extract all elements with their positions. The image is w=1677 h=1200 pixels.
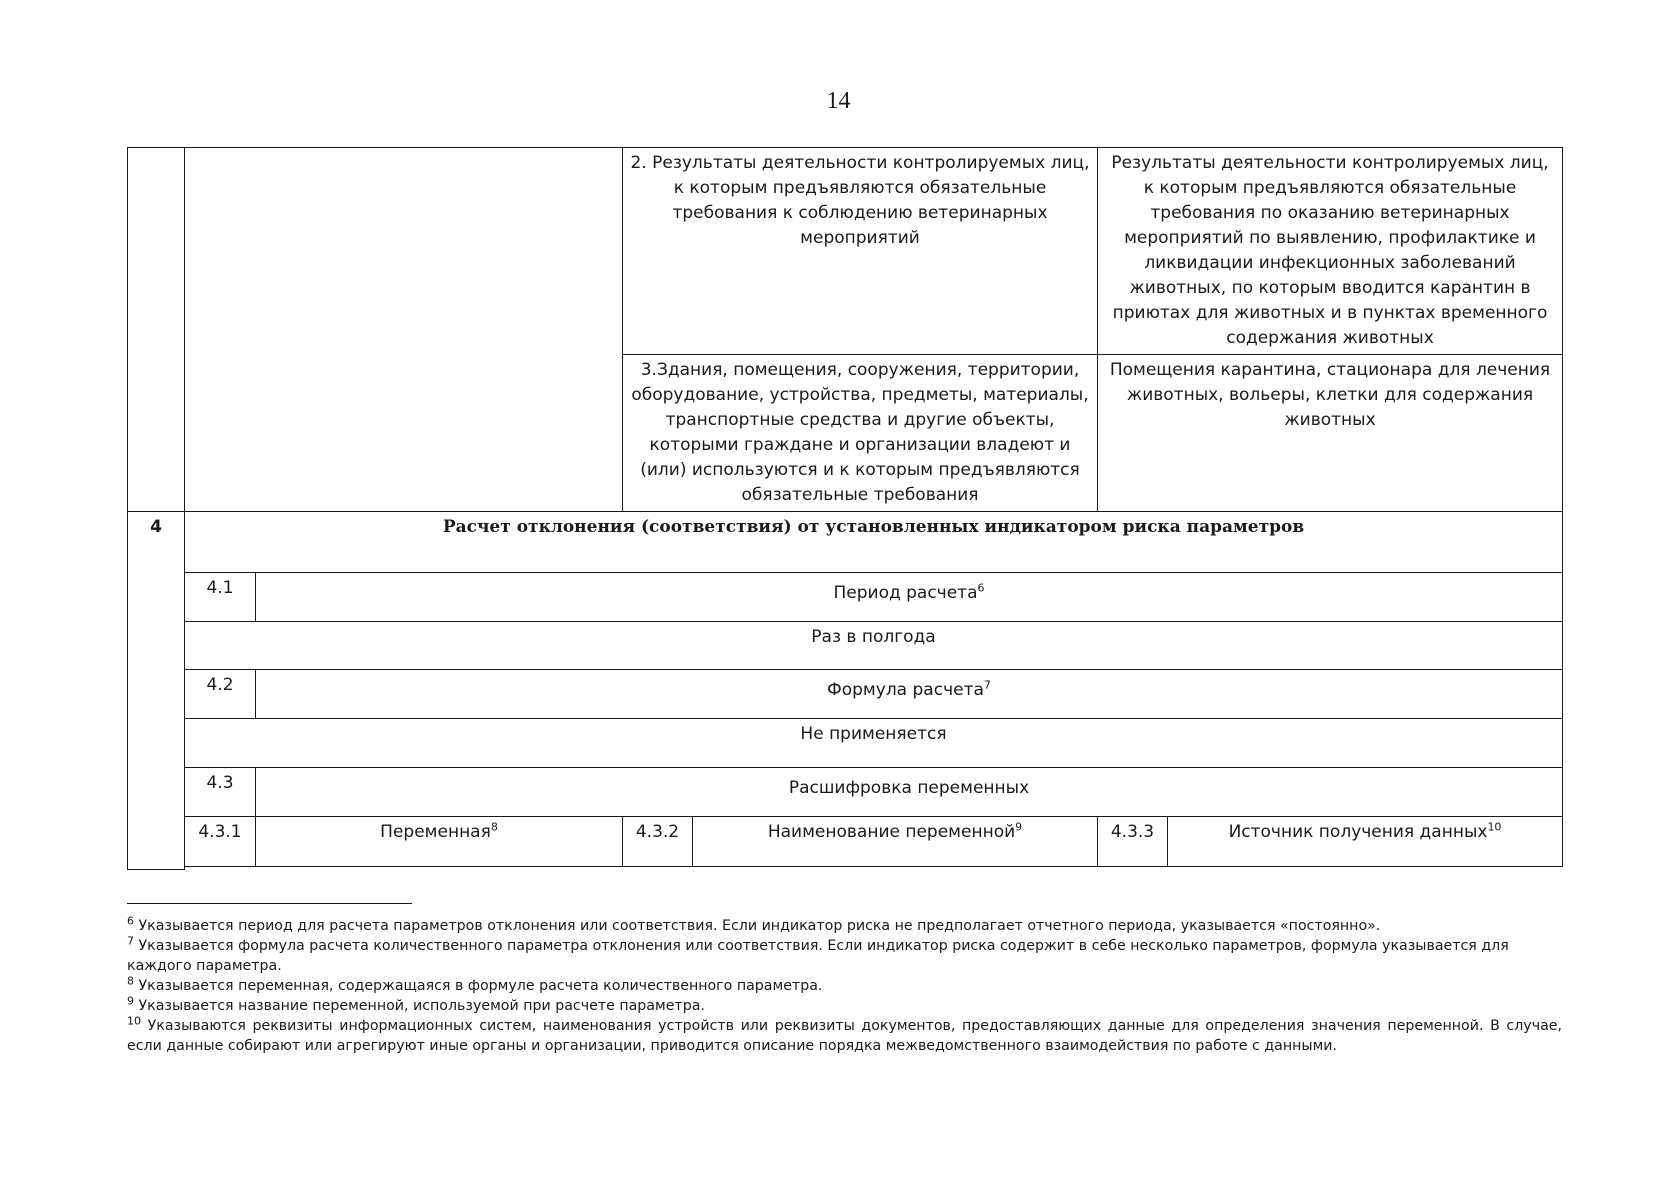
footnote: [127, 1016, 1562, 1056]
table-row: [128, 768, 1563, 817]
period-code: 4.1: [185, 573, 256, 622]
footnote-text: Указывается название переменной, используемой при расчете параметра.: [138, 998, 705, 1014]
description-cell: [1098, 148, 1563, 355]
table-row: [128, 148, 1563, 355]
empty-indicator-cell: [185, 148, 623, 512]
formula-label: Формула расчета: [827, 680, 984, 700]
footnote: [127, 996, 1562, 1016]
description-text: Помещения карантина, стационара для лечения животных, вольеры, клетки для содержания животных: [1109, 360, 1551, 430]
indicator-table: [127, 147, 1563, 870]
footnote: [127, 936, 1562, 976]
table-row: [128, 573, 1563, 622]
footnote-ref: 10: [1487, 820, 1502, 834]
variable-label-cell: [256, 817, 623, 867]
table-row-bottom: [128, 867, 1563, 870]
object-text: 3.Здания, помещения, сооружения, территории, оборудование, устройства, предметы, материалы, транспортные средства и другие объекты, которыми граждане и организации владеют и (или) используются и к которым предъявляются обязательные требования: [631, 360, 1089, 505]
footnote-mark: 8: [127, 974, 134, 988]
table-row: [128, 719, 1563, 768]
variable-code: 4.3.1: [185, 817, 256, 867]
page-number: 14: [826, 88, 851, 114]
period-label-cell: [256, 573, 1563, 622]
data-source-code: 4.3.3: [1098, 817, 1168, 867]
description-text: Результаты деятельности контролируемых лиц, к которым предъявляются обязательные требования по оказанию ветеринарных мероприятий по выявлению, профилактике и ликвидации инфекционных заболеваний животных, по которым вводится карантин в приютах для животных и в пунктах временного содержания животных: [1111, 153, 1549, 348]
data-source-label-cell: [1168, 817, 1563, 867]
footnote-text: Указывается формула расчета количественного параметра отклонения или соответствия. Если индикатор риска содержит в себе несколько параметров, формула указывается для каждого параметра.: [127, 938, 1509, 974]
footnote: [127, 976, 1562, 996]
footnote-mark: 9: [127, 994, 134, 1008]
empty-cell: [185, 867, 1563, 870]
footnote-text: Указывается период для расчета параметров отклонения или соответствия. Если индикатор риска не предполагает отчетного периода, указывается «постоянно».: [138, 918, 1381, 934]
empty-number-cell: [128, 148, 185, 512]
footnote-separator: [127, 903, 412, 904]
footnote-mark: 10: [127, 1014, 141, 1028]
formula-label-cell: [256, 670, 1563, 719]
variable-name-label-cell: [693, 817, 1098, 867]
table-row: [128, 622, 1563, 670]
formula-value: Не применяется: [185, 719, 1563, 768]
footnote: [127, 916, 1562, 936]
variable-name-code: 4.3.2: [623, 817, 693, 867]
description-cell: [1098, 355, 1563, 512]
object-cell: [623, 355, 1098, 512]
footnote-text: Указывается переменная, содержащаяся в формуле расчета количественного параметра.: [138, 978, 823, 994]
footnote-ref: 9: [1015, 820, 1023, 834]
variables-columns-row: [128, 817, 1563, 867]
footnote-ref: 6: [977, 581, 985, 595]
footnote-ref: 8: [490, 820, 498, 834]
period-label: Период расчета: [833, 583, 978, 603]
object-text: 2. Результаты деятельности контролируемых лиц, к которым предъявляются обязательные требования к соблюдению ветеринарных мероприятий: [630, 153, 1090, 248]
footnote-ref: 7: [983, 678, 991, 692]
section-number: 4: [128, 512, 185, 870]
formula-code: 4.2: [185, 670, 256, 719]
footnotes: [127, 916, 1562, 1056]
variables-label: Расшифровка переменных: [256, 768, 1563, 817]
period-value: Раз в полгода: [185, 622, 1563, 670]
section-title: Расчет отклонения (соответствия) от установленных индикатором риска параметров: [185, 512, 1563, 573]
footnote-text: Указываются реквизиты информационных систем, наименования устройств или реквизиты документов, предоставляющих данные для определения значения переменной. В случае, если данные собирают или агрегируют иные органы и организации, приводится описание порядка межведомственного взаимодействия по работе с данными.: [127, 1018, 1563, 1054]
object-cell: [623, 148, 1098, 355]
footnote-mark: 7: [127, 934, 134, 948]
variable-name-label: Наименование переменной: [767, 822, 1016, 842]
section-heading-row: [128, 512, 1563, 573]
variable-label: Переменная: [380, 822, 491, 842]
data-source-label: Источник получения данных: [1228, 822, 1488, 842]
footnote-mark: 6: [127, 914, 134, 928]
table-row: [128, 670, 1563, 719]
variables-code: 4.3: [185, 768, 256, 817]
